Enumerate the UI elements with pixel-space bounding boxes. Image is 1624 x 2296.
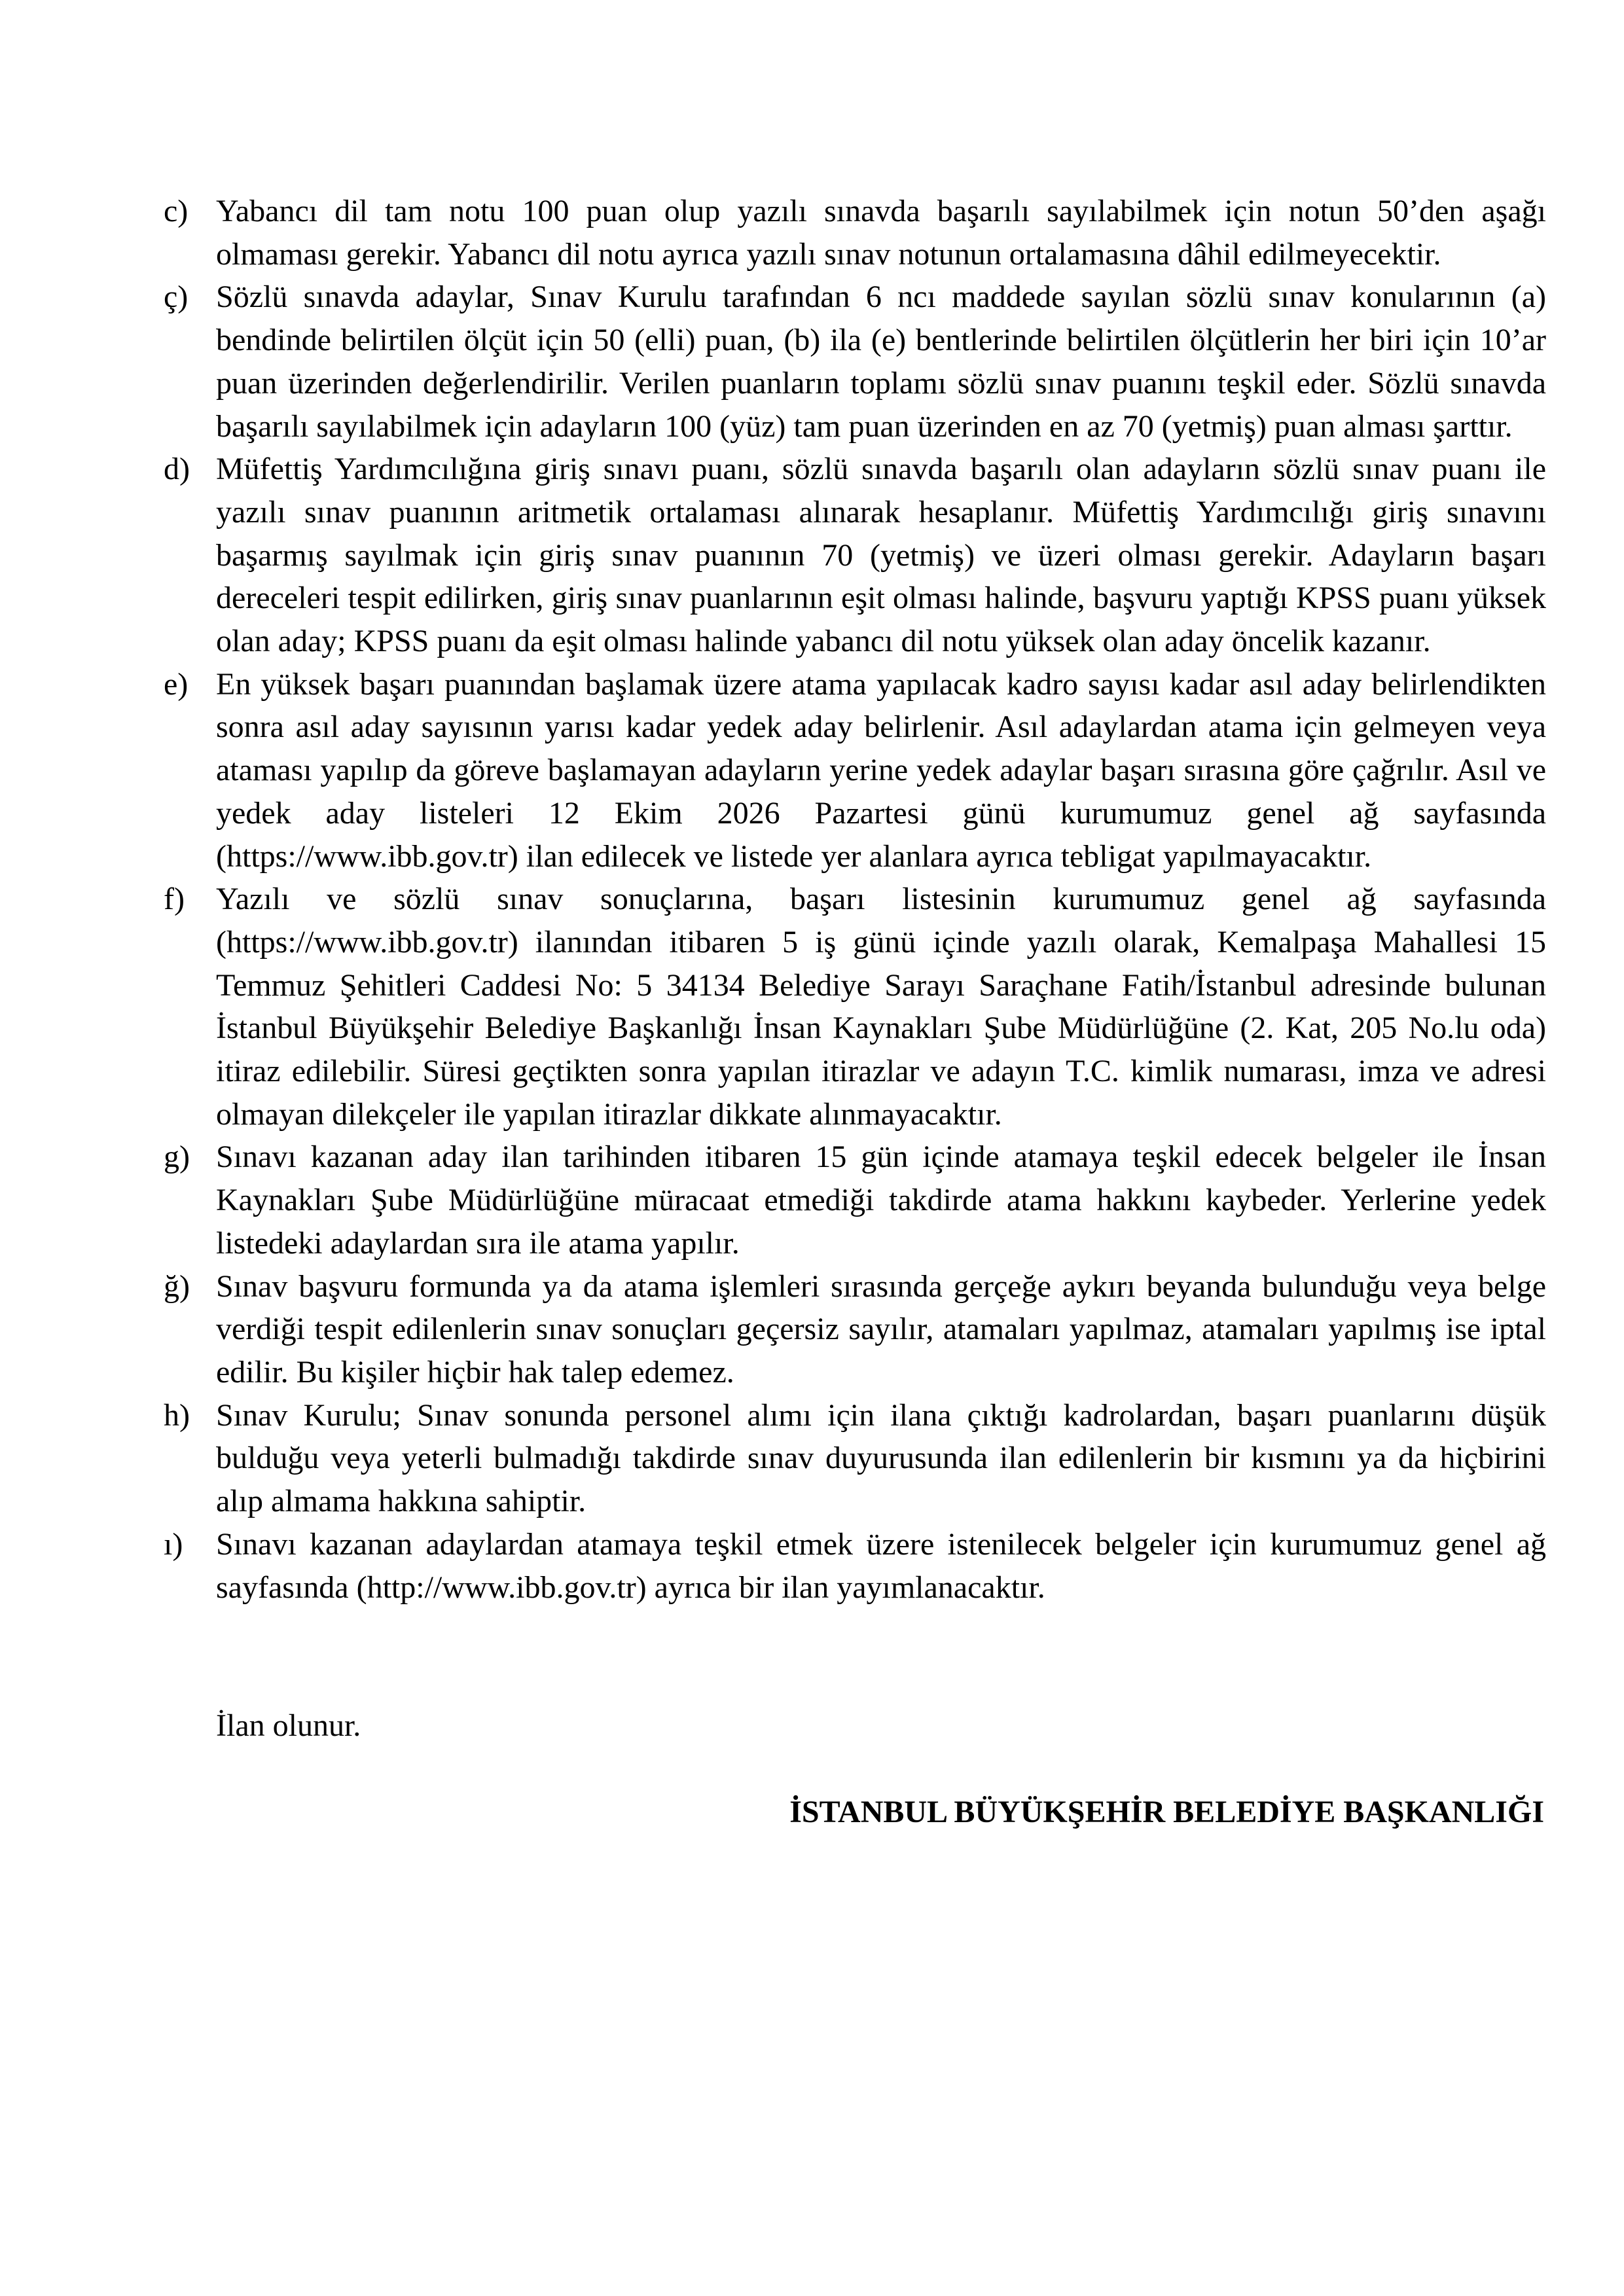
list-item (164, 276, 1546, 448)
item-letter: ç) (164, 279, 189, 315)
list-item (164, 1523, 1546, 1609)
item-letter: c) (164, 194, 189, 228)
signature-block: İSTANBUL BÜYÜKŞEHİR BELEDİYE BAŞKANLIĞI (789, 1795, 1544, 1829)
item-letter: h) (164, 1397, 190, 1433)
item-letter: ğ) (164, 1268, 190, 1304)
item-letter: ı) (164, 1526, 183, 1562)
item-text: Yabancı dil tam notu 100 puan olup yazılı sınavda başarılı sayılabilmek için notun 50’den aşağı olmaması gerekir. Yabancı dil notu ayrıca yazılı sınav notunun ortalamasına dâhil edilmeyecektir. (216, 194, 1546, 272)
list-item (164, 1265, 1546, 1394)
list-item (164, 190, 1546, 276)
item-text: Yazılı ve sözlü sınav sonuçlarına, başarı listesinin kurumumuz genel ağ sayfasında (https://www.ibb.gov.tr) ilanından itibaren 5 iş günü içinde yazılı olarak, Kemalpaşa Mahallesi 15 Temmuz Şehitleri Caddesi No: 5 34134 Belediye Sarayı Saraçhane Fatih/İstanbul adresinde bulunan İstanbul Büyükşehir Belediye Başkanlığı İnsan Kaynakları Şube Müdürlüğüne (2. Kat, 205 No.lu oda) itiraz edilebilir. Süresi geçtikten sonra yapılan itirazlar ve adayın T.C. kimlik numarası, imza ve adresi olmayan dilekçeler ile yapılan itirazlar dikkate alınmayacaktır. (216, 882, 1546, 1132)
item-text: Sınavı kazanan adaylardan atamaya teşkil etmek üzere istenilecek belgeler için kurumumuz genel ağ sayfasında (http://www.ibb.gov.tr) ayrıca bir ilan yayımlanacaktır. (216, 1526, 1546, 1605)
item-text: Müfettiş Yardımcılığına giriş sınavı puanı, sözlü sınavda başarılı olan adayların sözlü sınav puanı ile yazılı sınav puanının aritmetik ortalaması alınarak hesaplanır. Müfettiş Yardımcılığı giriş sınavını başarmış sayılmak için giriş sınav puanının 70 (yetmiş) ve üzeri olması gerekir. Adayların başarı dereceleri tespit edilirken, giriş sınav puanlarının eşit olması halinde, başvuru yaptığı KPSS puanı yüksek olan aday; KPSS puanı da eşit olması halinde yabancı dil notu yüksek olan aday öncelik kazanır. (216, 452, 1546, 659)
item-text: Sınav başvuru formunda ya da atama işlemleri sırasında gerçeğe aykırı beyanda bulunduğu veya belge verdiği tespit edilenlerin sınav sonuçları geçersiz sayılır, atamaları yapılmaz, atamaları yapılmış ise iptal edilir. Bu kişiler hiçbir hak talep edemez. (216, 1268, 1546, 1390)
list-item (164, 448, 1546, 663)
list-item (164, 878, 1546, 1136)
item-text: Sınavı kazanan aday ilan tarihinden itibaren 15 gün içinde atamaya teşkil edecek belgeler ile İnsan Kaynakları Şube Müdürlüğüne müracaat etmediği takdirde atama hakkını kaybeder. Yerlerine yedek listedeki adaylardan sıra ile atama yapılır. (216, 1139, 1546, 1261)
item-text: Sınav Kurulu; Sınav sonunda personel alımı için ilana çıktığı kadrolardan, başarı puanlarını düşük bulduğu veya yeterli bulmadığı takdirde sınav duyurusunda ilan edilenlerin bir kısmını ya da hiçbirini alıp almama hakkına sahiptir. (216, 1397, 1546, 1519)
item-letter: e) (164, 666, 189, 702)
item-text: Sözlü sınavda adaylar, Sınav Kurulu tarafından 6 ncı maddede sayılan sözlü sınav konularının (a) bendinde belirtilen ölçüt için 50 (elli) puan, (b) ila (e) bentlerinde belirtilen ölçütlerin her biri için 10’ar puan üzerinden değerlendirilir. Verilen puanların toplamı sözlü sınav puanını teşkil eder. Sözlü sınavda başarılı sayılabilmek için adayların 100 (yüz) tam puan üzerinden en az 70 (yetmiş) puan alması şarttır. (216, 279, 1546, 444)
list-item (164, 1394, 1546, 1523)
item-letter: d) (164, 452, 190, 487)
list-item (164, 663, 1546, 878)
item-letter: f) (164, 882, 185, 917)
article-list (164, 190, 1546, 1609)
list-item (164, 1136, 1546, 1265)
closing-text: İlan olunur. (216, 1708, 361, 1743)
item-text: En yüksek başarı puanından başlamak üzere atama yapılacak kadro sayısı kadar asıl aday belirlendikten sonra asıl aday sayısının yarısı kadar yedek aday belirlenir. Asıl adaylardan atama için gelmeyen veya ataması yapılıp da göreve başlamayan adayların yerine yedek adaylar başarı sırasına göre çağrılır. Asıl ve yedek aday listeleri 12 Ekim 2026 Pazartesi günü kurumumuz genel ağ sayfasında (https://www.ibb.gov.tr) ilan edilecek ve listede yer alanlara ayrıca tebligat yapılmayacaktır. (216, 666, 1546, 874)
item-letter: g) (164, 1139, 190, 1175)
